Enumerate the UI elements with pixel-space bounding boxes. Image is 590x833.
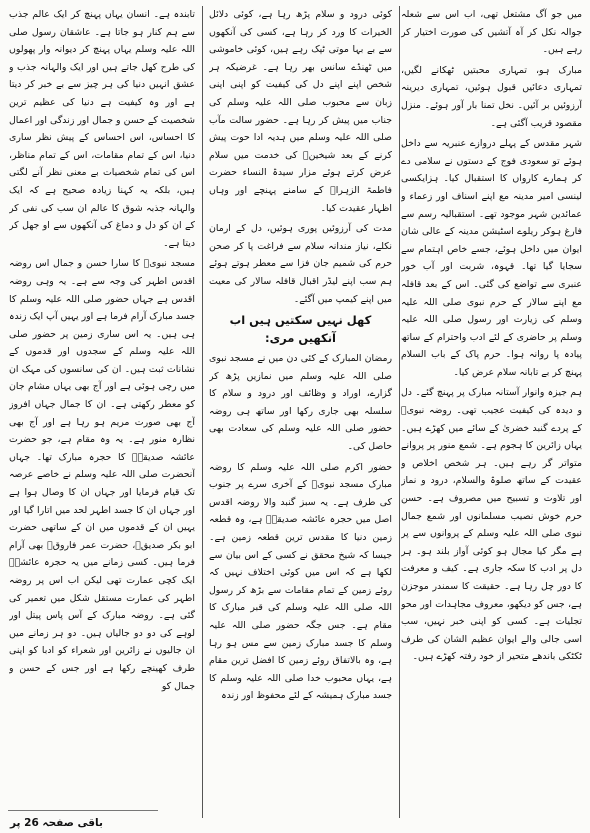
- subheading: کھل نہیں سکتیں ہیں اب آنکھیں مری:: [229, 313, 372, 346]
- paragraph: حضور اکرم صلی اللہ علیہ وسلم کا روضہ مبارک مسجد نبویؐ کے آخری سرے پر جنوب کی طرف ہے۔ یہ سبز گنبد والا روضہ اقدس اصل میں حجرہ عائشہ صدیقہؓ ہے، وہ قطعہ زمین دنیا کا مقدس ترین قطعہ زمین ہے۔ جیسا کہ شیخ محقق نے کسی کے اس بیان سے لکھا ہے کہ اس میں کوئی اختلاف نہیں کہ روئے زمین کے تمام مقامات سے بڑھ کر رسول اللہ صلی اللہ علیہ وسلم کی قبر مبارک کا مقام ہے۔ جس جگہ حضور صلی اللہ علیہ وسلم کا جسد مبارک زمین سے مس ہو رہا ہے، وہ بالاتفاق روئے زمین کا افضل ترین مقام ہے، یہاں محبوب خدا صلی اللہ علیہ وسلم کا جسد مبارک ہمیشہ کے لئے محفوظ اور زندہ: [209, 461, 392, 702]
- continued-on-page-note: باقی صفحہ 26 پر: [10, 817, 103, 829]
- column-divider: [202, 6, 203, 818]
- article-column-left: [9, 6, 195, 786]
- paragraph: کوئی درود و سلام پڑھ رہا ہے، کوئی دلائل الخیرات کا ورد کر رہا ہے، کسی کی آنکھوں سے بے بہا موتی ٹپک رہے ہیں، کوئی خاموشی میں ٹھنڈے سانس بھر رہا ہے۔ غرضیکہ ہر شخص اپنے اپنے دل کی کیفیت کو اپنی اپنی زبان سے محبوب صلی اللہ علیہ وسلم کی جناب میں پیش کر رہا ہے۔ حضور سالت مآب صلی اللہ علیہ وسلم میں ہدیہ ادا حوت پیش کرنے کے بعد شیخینؓ کی خدمت میں سلام عرض کرتے ہوئے مزار سیدۃ النساء حضرت فاطمۃ الزہراؓ کے سامنے پہنچے اور وہاں اظہار عقیدت کیا۔: [209, 9, 392, 214]
- paragraph: رمضان المبارک کے کئی دن میں نے مسجد نبوی صلی اللہ علیہ وسلم میں نمازیں پڑھ کر گزارے، اوراد و وظائف اور درود و سلام کا سلسلہ بھی جاری رکھا اور ساتھ ہی روضہ حضور صلی اللہ علیہ وسلم کی سعادت بھی حاصل کی۔: [209, 353, 392, 453]
- paragraph: مبارک ہو، تمہاری محبتیں ٹھکانے لگیں، تمہاری دعائیں قبول ہوئیں، تمہاری دیرینہ آرزوئیں بر آئیں۔ نخل تمنا بار آور ہوئے۔ منزل مقصود قریب آگئی ہے۔: [401, 64, 582, 129]
- paragraph: میں جو آگ مشتعل تھی، اب اس سے شعلہ جوالہ نکل کر آہ آتشیں کی صورت اختیار کر رہے ہیں۔: [401, 9, 582, 56]
- article-column-right: [401, 6, 582, 669]
- footer-divider: [8, 810, 158, 811]
- column-divider: [399, 6, 400, 818]
- paragraph: مدت کی آرزوئیں پوری ہوئیں، دل کے ارمان نکلے، نیاز مندانہ سلام سے فراغت پا کر صحن حرم کی شمیم جان فزا سے معطر ہوتے ہوئے ہم سب اپنے لیڈر اقبال قافلہ سالار کی معیت میں اپنے کیمپ میں آگئے۔: [209, 223, 392, 305]
- paragraph: مسجد نبویؐ کا سارا حسن و جمال اس روضہ اقدس اطہر کی وجہ سے ہے۔ یہ وہی روضہ اقدس ہے جہاں حضور صلی اللہ علیہ وسلم کا جسد مبارک آرام فرما ہے اور یہیں آپ ایک زندہ ہی ہیں۔ یہ اس ساری زمین پر حضور صلی اللہ علیہ وسلم کے سجدوں اور قدموں کے نشانات ثبت ہیں۔ ان کی سانسوں کی مہک ان میں رچی ہوئی ہے اور آج بھی یہاں مشام جان کو معطر رکھتی ہے۔ ان کا جمال جہاں افروز آج بھی صورت مریم ہو رہا ہے اور آج بھی نظارہ منور ہے۔ یہ وہ مقام ہے، جو حضرت عائشہ صدیقہؓ کا حجرہ مبارک تھا۔ جہاں آنحضرت صلی اللہ علیہ وسلم نے خاصے عرصہ تک قیام فرمایا اور جہاں ان کا وصال ہوا ہے اور جہاں ان کا جسد اطہر لحد میں اتارا گیا اور یہیں ان کے قدموں میں ان کے ساتھی حضرت ابو بکر صدیقؓ، حضرت عمر فاروقؓ بھی آرام فرما ہیں۔ کسی زمانے میں یہ حجرہ عائشہؓ ایک کچی عمارت تھی لیکن اب اس پر روضہ اطہر کی عمارت مستقل شکل میں تعمیر کی گئی ہے۔ روضہ مبارک کے آس پاس پیتل اور لوہے کی دو دو جالیاں ہیں۔ دو ہر زمانے میں ان جالیوں نے زائرین اور شعراء کو ادبا کو اپنی طرف کھینچے رکھا ہے اور جس کے حسن و جمال کو: [9, 258, 195, 692]
- paragraph: شہر مقدس کے پہلے دروازے عنبریہ سے داخل ہوئے تو سعودی فوج کے دستوں نے سلامی دے کر ہمارے کارواں کا استقبال کیا۔ ہزایکسی لینسی امیر مدینہ مع اپنے اسناف اور زعماء و عمائدین شہر موجود تھے۔ استقبالیہ رسم سے فارغ ہوکر ریلوے اسٹیشن مدینہ کے عالی شان ایوان میں داخل ہوئے، جسے خاص اہتمام سے سجایا گیا تھا۔ قہوہ، شربت اور آب خور عنبری سے تواضع کی گئی۔ اس کے بعد قافلہ مع اپنے سالار کے حرم نبوی صلی اللہ علیہ وسلم کی زیارت اور رسول صلی اللہ علیہ وسلم پر حاضری کے لئے ادب واحترام کے ساتھ پیادہ پا روانہ ہوا۔ حرم پاک کے باب السلام پہنچ کر بے تابانہ سلام عرض کیا۔: [401, 138, 582, 378]
- article-column-middle: [209, 6, 392, 708]
- paragraph: ہم جیزہ وانوار آستانہ مبارک پر پہنچ گئے۔ دل و دیدہ کی کیفیت عجیب تھی۔ روضہ نبویؐ کے پردے گنبد خضریٰ کے سائے میں کھڑے ہیں۔ یہاں زائرین کا ہجوم ہے۔ شمع منور پر پروانے متواتر گر رہے ہیں۔ ہر شخص اخلاص و عقیدت کے ساتھ صلوۃ والسلام، درود و نماز اور تلاوت و تسبیح میں مصروف ہے۔ حسن حرم خوش نصیب مسلمانوں اور شمع جمال نبوی صلی اللہ علیہ وسلم کے پروانوں سے پر ہے مگر کیا مجال ہو کوئی آواز بلند ہو۔ ہر دل پر ادب کا سکہ جاری ہے۔ کیف و معرفت کا دور چل رہا ہے۔ حقیقت کا سمندر موجزن ہے، جس کو دیکھو، معروف مجاہدات اور محو تجلیات ہے۔ کسی کو اپنی خبر نہیں، سب اسی جالی والے ایوان عظیم الشان کی طرف ٹکٹکی باندھے متحیر از خود رفتہ کھڑے ہیں۔: [401, 387, 582, 663]
- paragraph: تابندہ ہے۔ انسان یہاں پہنچ کر ایک عالم جذب سے ہم کنار ہو جاتا ہے۔ عاشقان رسول صلی اللہ علیہ وسلم یہاں پہنچ کر دیوانہ وار پھولوں کی طرح کھل جاتے ہیں اور ایک والہانہ جذب و عشق انہیں دنیا کی ہر چیز سے بے خبر کر دیتا ہے اور وہ کیفیت ہے دنیا کی عظیم ترین شخصیت کے حسن و جمال اور زندگی اور اعمال کا احساس، اس احساس کے پیش نظر ساری دنیا، اس کے تمام مقامات، اس کے تمام مناظر، اس کی تمام شخصیات بے معنی نظر آنے لگتی ہیں، بلکہ یہ کہنا زیادہ صحیح ہے کہ ایک والہانہ جذبہ شوق کا عالم ان سب کی نفی کر کے ان کو دل و دماغ کی آنکھوں سے او جھل کر دیتا ہے۔: [9, 9, 195, 249]
